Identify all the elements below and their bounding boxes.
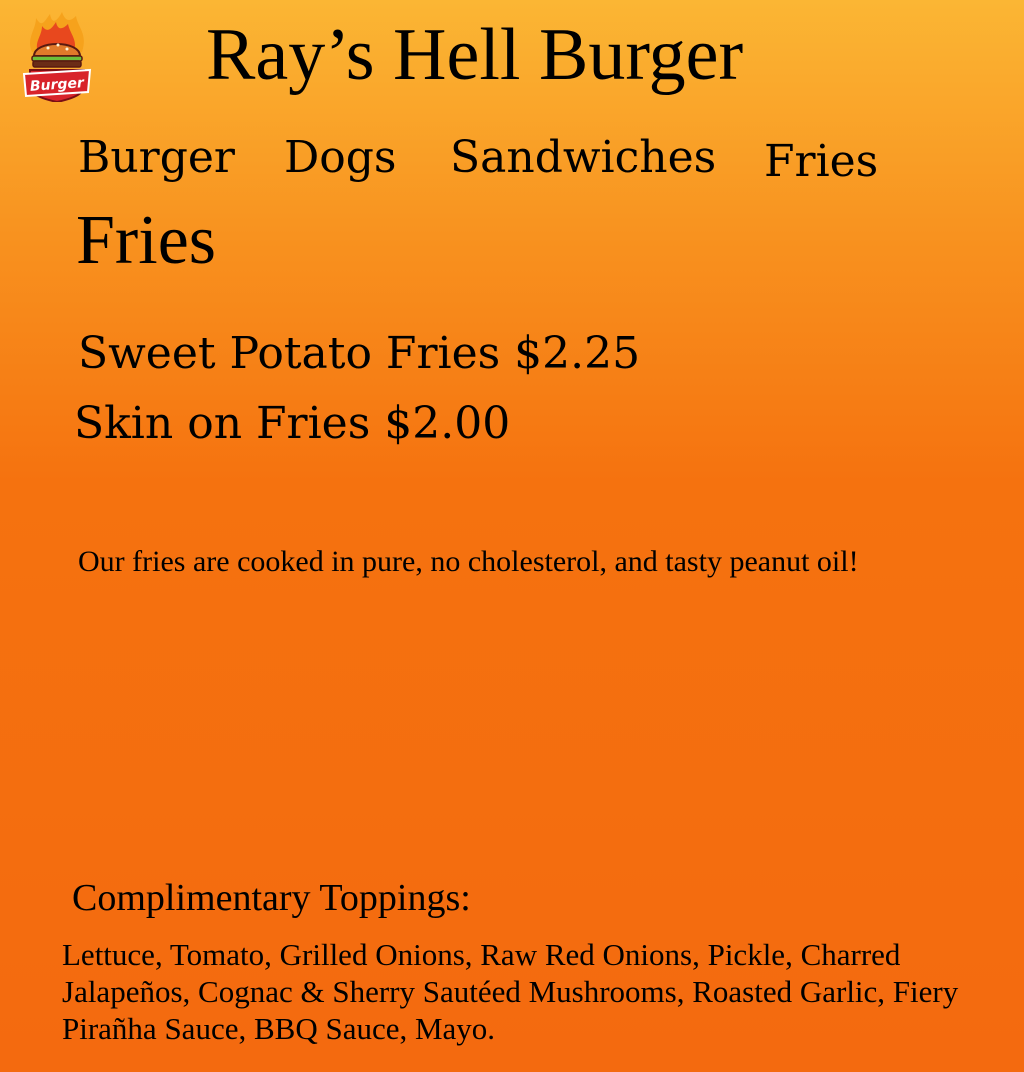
logo-text: Burger bbox=[29, 75, 85, 95]
toppings-list: Lettuce, Tomato, Grilled Onions, Raw Red Onions, Pickle, Charred Jalapeños, Cognac & Sherry Sautéed Mushrooms, Roasted Garlic, Fiery Pirañha Sauce, BBQ Sauce, Mayo. bbox=[62, 937, 959, 1046]
nav-item-burger[interactable]: Burger bbox=[78, 132, 235, 183]
menu-item-sweet-potato-fries: Sweet Potato Fries $2.25 bbox=[78, 328, 641, 379]
nav-item-dogs[interactable]: Dogs bbox=[284, 132, 397, 183]
nav-item-fries[interactable]: Fries bbox=[764, 136, 879, 187]
toppings-heading: Complimentary Toppings: bbox=[72, 877, 471, 919]
site-title: Ray’s Hell Burger bbox=[206, 14, 744, 96]
section-heading: Fries bbox=[76, 202, 216, 279]
burger-logo-icon bbox=[22, 12, 92, 102]
burger-logo[interactable] bbox=[22, 12, 92, 102]
menu-item-skin-on-fries: Skin on Fries $2.00 bbox=[74, 398, 511, 449]
fries-note: Our fries are cooked in pure, no cholesterol, and tasty peanut oil! bbox=[78, 545, 859, 578]
main-nav bbox=[78, 134, 958, 194]
nav-item-sandwiches[interactable]: Sandwiches bbox=[450, 132, 717, 183]
